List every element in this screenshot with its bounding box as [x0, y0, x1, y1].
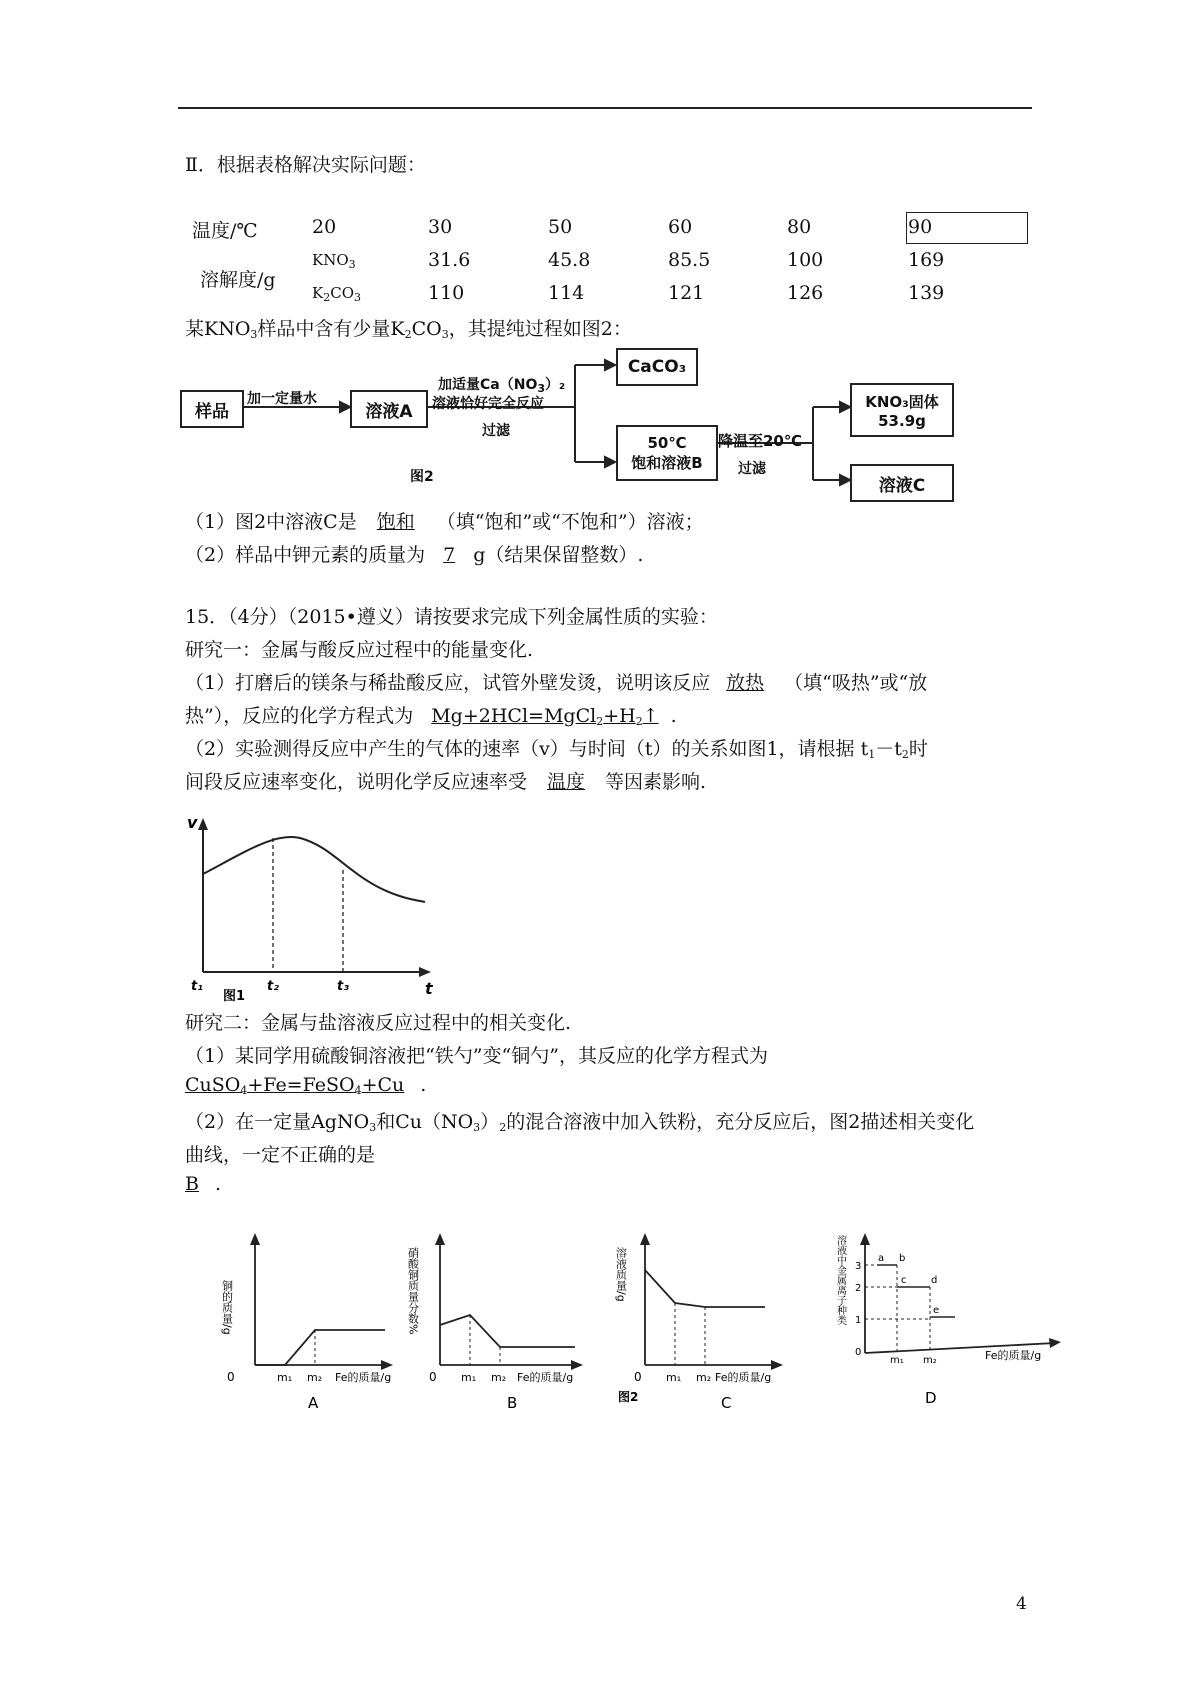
answer-mg-equation: $Mg+2HCl=MgCl_2+H_2↑$ — [431, 705, 659, 728]
kno3-cell: 31.6 — [428, 249, 471, 271]
point-a: a — [878, 1253, 885, 1264]
y-label: v — [187, 813, 198, 832]
tick-1: 1 — [855, 1315, 862, 1326]
tick-t3: t₃ — [337, 979, 349, 994]
tick-t1: t₁ — [191, 979, 203, 994]
m1: m₁ — [666, 1371, 682, 1384]
arrowhead — [840, 475, 850, 485]
m1: m₁ — [461, 1371, 477, 1384]
question-1: （1）图2中溶液C是 饱和 （填“饱和”或“不饱和”）溶液； — [185, 511, 704, 533]
y-arrowhead — [640, 1233, 650, 1245]
page-number: 4 — [1016, 1594, 1027, 1614]
study2-title: 研究二：金属与盐溶液反应过程中的相关变化. — [185, 1012, 572, 1034]
tick-2: 2 — [855, 1283, 862, 1294]
kno3-cell: 45.8 — [548, 249, 591, 271]
section-heading: Ⅱ．根据表格解决实际问题： — [185, 154, 426, 176]
figure-1-rate-curve — [185, 812, 435, 1002]
kno3-solid-box — [850, 383, 954, 437]
arrowhead — [340, 402, 350, 412]
graph-d — [835, 1233, 1062, 1407]
x-arrowhead — [1049, 1338, 1061, 1348]
temp-cell: 20 — [312, 216, 337, 238]
kno3-cell: 100 — [787, 249, 824, 271]
study1-q1-line1: （1）打磨后的镁条与稀盐酸反应，试管外壁发烫，说明该反应 放热 （填“吸热”或“放 — [185, 672, 928, 694]
m2: m₂ — [923, 1355, 937, 1366]
m1: m₁ — [277, 1371, 293, 1384]
question-2: （2）样品中钾元素的质量为 7 g（结果保留整数）. — [185, 544, 644, 566]
k2co3-label: $K_2CO_3$ — [312, 284, 361, 304]
x-arrowhead — [571, 1360, 583, 1370]
curve — [255, 1330, 385, 1365]
add-caNO3-label: 加适量$Ca(NO_3)_2$ — [438, 377, 566, 395]
temp-cell: 30 — [428, 216, 453, 238]
y-arrowhead — [860, 1233, 870, 1245]
temp-cell: 90 — [908, 216, 933, 238]
k2co3-cell: 139 — [908, 282, 945, 304]
arrowhead — [840, 402, 850, 412]
y-label: 硝酸铜质量分数% — [406, 1247, 420, 1335]
study1-title: 研究一：金属与酸反应过程中的能量变化. — [185, 639, 534, 661]
answer-underline-start — [375, 1144, 393, 1166]
study1-q1-line2: 热”），反应的化学方程式为 $Mg+2HCl=MgCl_2+H_2↑$ . — [185, 705, 677, 728]
m2: m₂ — [696, 1371, 712, 1384]
tick-t2: t₂ — [267, 979, 279, 994]
caco3-box: CaCO₃ — [616, 348, 698, 386]
x-arrowhead — [381, 1360, 393, 1370]
y-label: 溶液质量/g — [614, 1247, 628, 1302]
kno3-mass: 53.9g — [878, 411, 926, 430]
m1: m₁ — [890, 1355, 904, 1366]
curve — [440, 1315, 575, 1347]
filter1-label: 过滤 — [482, 423, 510, 439]
kno3-solid: KNO₃固体 — [865, 392, 939, 411]
origin: 0 — [634, 1370, 642, 1384]
header-rule — [178, 107, 1032, 109]
exact-reaction-label: 溶液恰好完全反应 — [432, 396, 544, 412]
sat-temp: 50℃ — [647, 433, 687, 452]
kno3-cell: 169 — [908, 249, 945, 271]
temp-cell: 60 — [668, 216, 693, 238]
y-label: 铜的质量/g — [220, 1280, 234, 1335]
solubility-label: 溶解度/g — [200, 269, 276, 291]
x-label: Fe的质量/g — [517, 1371, 574, 1384]
rate-curve — [203, 837, 425, 902]
y-arrowhead — [435, 1233, 445, 1245]
arrowhead — [605, 360, 615, 370]
answer-incorrect-graph: B — [185, 1173, 199, 1195]
study2-q1-line1: （1）某同学用硫酸铜溶液把“铁勺”变“铜勺”，其反应的化学方程式为 — [185, 1041, 786, 1068]
kno3-cell: 85.5 — [668, 249, 711, 271]
y-label: 溶液中金属离子种类 — [834, 1235, 846, 1325]
y-arrowhead — [198, 818, 208, 830]
filter2-label: 过滤 — [738, 461, 766, 477]
solution-c-box: 溶液C — [850, 464, 954, 502]
temp-cell: 80 — [787, 216, 812, 238]
answer-saturated: 饱和 — [376, 511, 415, 533]
answer-temperature: 温度 — [547, 771, 586, 793]
fig1-caption: 图1 — [223, 989, 246, 1002]
origin: 0 — [429, 1370, 437, 1384]
k2co3-cell: 110 — [428, 282, 465, 304]
letter: A — [308, 1394, 319, 1412]
letter: D — [925, 1389, 937, 1407]
sat-solution-b: 饱和溶液B — [631, 453, 703, 472]
letter: B — [507, 1394, 518, 1412]
x-arrowhead — [771, 1360, 783, 1370]
saturated-solution-b-box — [616, 425, 718, 481]
x-label: Fe的质量/g — [715, 1371, 772, 1384]
study1-q2-line1: （2）实验测得反应中产生的气体的速率（v）与时间（t）的关系如图1，请根据 $t_1-t_2$时 — [185, 738, 928, 761]
point-d: d — [931, 1275, 938, 1286]
graph-c — [615, 1233, 784, 1412]
x-label: Fe的质量/g — [335, 1371, 392, 1384]
m2: m₂ — [307, 1371, 323, 1384]
tick-3: 3 — [855, 1261, 862, 1272]
study2-q2-line2: 曲线，一定不正确的是 — [185, 1140, 393, 1167]
x-label: Fe的质量/g — [985, 1349, 1042, 1362]
add-water-label: 加一定量水 — [247, 391, 317, 407]
y-arrowhead — [250, 1233, 260, 1245]
cool-label: 降温至20℃ — [718, 432, 803, 450]
x-label: t — [425, 979, 433, 998]
x-arrowhead — [419, 967, 431, 977]
arrowhead — [605, 457, 615, 467]
study1-q2-line2: 间段反应速率变化，说明化学反应速率受 温度 等因素影响. — [185, 771, 707, 793]
fig2-caption: 图2 — [618, 1390, 639, 1404]
k2co3-cell: 121 — [668, 282, 705, 304]
origin: 0 — [855, 1347, 862, 1358]
solution-a-box: 溶液A — [350, 390, 428, 428]
kno3-label: $KNO_3$ — [312, 251, 356, 271]
answer-underline-start — [768, 1045, 786, 1067]
point-c: c — [901, 1275, 907, 1286]
origin: 0 — [227, 1370, 235, 1384]
answer-k-mass: 7 — [443, 544, 456, 566]
graph-a — [221, 1233, 394, 1412]
temp-label: 温度/℃ — [192, 220, 258, 242]
question-15-header: 15．（4分）（2015•遵义）请按要求完成下列金属性质的实验： — [185, 606, 718, 628]
graph-b — [407, 1233, 584, 1412]
study2-q2-line1: （2）在一定量AgNO$_3$和$Cu(NO_3)_2$的混合溶液中加入铁粉，充分反应后，图2描述相关变化 — [185, 1111, 975, 1134]
sample-box: 样品 — [180, 390, 244, 428]
temp-cell: 50 — [548, 216, 573, 238]
sample-description: 某$KNO_3$样品中含有少量$K_2CO_3$，其提纯过程如图2： — [185, 318, 632, 341]
study2-q1-line2: CuSO$_4$+Fe=FeSO$_4$+Cu . — [185, 1074, 427, 1097]
m2: m₂ — [491, 1371, 507, 1384]
answer-exothermic: 放热 — [726, 672, 765, 694]
curve — [645, 1270, 765, 1307]
letter: C — [721, 1394, 732, 1412]
figure-2-graphs — [185, 1225, 1065, 1415]
fig2-caption: 图2 — [410, 469, 434, 485]
point-e: e — [933, 1305, 940, 1316]
k2co3-cell: 114 — [548, 282, 585, 304]
point-b: b — [899, 1253, 906, 1264]
answer-cu-equation: CuSO$_4$+Fe=FeSO$_4$+Cu — [185, 1074, 405, 1097]
k2co3-cell: 126 — [787, 282, 824, 304]
study2-q2-line3: B . — [185, 1173, 222, 1195]
